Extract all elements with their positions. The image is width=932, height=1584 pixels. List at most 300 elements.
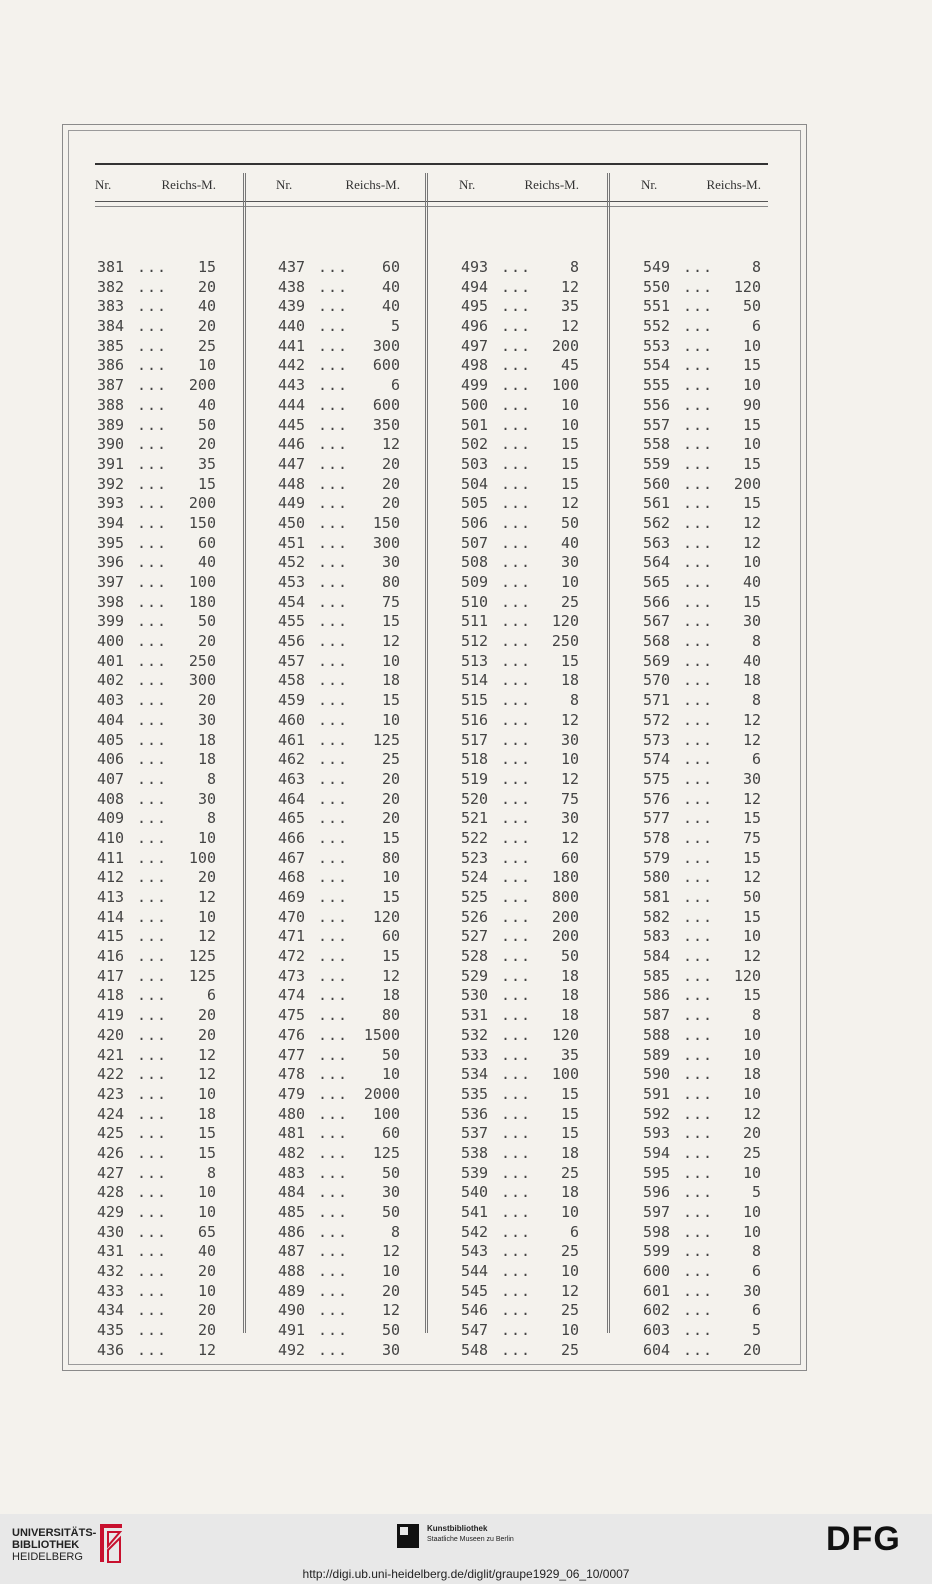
price-value: 15 [197,1143,216,1162]
table-row [459,1065,579,1085]
dot-leader: ... [137,927,168,946]
dot-leader: ... [137,533,168,552]
lot-number: 585 [643,966,671,985]
lot-number: 572 [643,710,671,729]
lot-number: 522 [461,828,489,847]
table-row [276,1321,400,1341]
price-value: 6 [206,986,216,1005]
table-row [459,1124,579,1144]
table-row [459,1183,579,1203]
lot-number: 449 [278,494,306,513]
dot-leader: ... [683,533,714,552]
price-column-4 [641,173,761,1361]
dot-leader: ... [501,730,532,749]
dot-leader: ... [501,986,532,1005]
price-value: 75 [742,828,761,847]
table-row [276,908,400,928]
dot-leader: ... [318,986,349,1005]
dot-leader: ... [137,809,168,828]
table-row [95,553,216,573]
price-value: 15 [742,415,761,434]
table-row [641,731,761,751]
lot-number: 523 [461,848,489,867]
table-row [641,612,761,632]
dot-leader: ... [318,632,349,651]
dot-leader: ... [683,769,714,788]
lot-number: 586 [643,986,671,1005]
lot-number: 465 [278,809,306,828]
table-row [95,1164,216,1184]
lot-number: 552 [643,317,671,336]
table-row [95,790,216,810]
table-row [459,514,579,534]
dot-leader: ... [137,868,168,887]
dot-leader: ... [501,1340,532,1359]
price-value: 40 [197,395,216,414]
dot-leader: ... [501,533,532,552]
dot-leader: ... [501,592,532,611]
lot-number: 424 [97,1104,125,1123]
price-value: 50 [381,1203,400,1221]
price-value: 35 [560,297,579,316]
lot-number: 457 [278,651,306,670]
table-row [641,790,761,810]
price-value: 40 [381,297,400,316]
price-value: 100 [551,376,579,395]
lot-number: 452 [278,553,306,572]
dot-leader: ... [318,317,349,336]
dot-leader: ... [318,868,349,887]
price-value: 20 [197,1321,216,1340]
price-value: 6 [390,376,400,395]
price-value: 30 [742,769,761,788]
table-row [276,494,400,514]
lot-number: 505 [461,494,489,513]
table-row [641,809,761,829]
dot-leader: ... [683,966,714,985]
page-url[interactable]: http://digi.ub.uni-heidelberg.de/diglit/graupe1929_06_10/0007 [302,1567,630,1581]
price-value: 600 [372,356,400,375]
lot-number: 553 [643,336,671,355]
price-value: 50 [197,415,216,434]
price-value: 40 [742,573,761,591]
lot-number: 387 [97,376,125,395]
price-value: 15 [197,474,216,493]
dot-leader: ... [501,1124,532,1143]
lot-number: 498 [461,356,489,375]
dot-leader: ... [683,848,714,867]
dot-leader: ... [501,435,532,454]
lot-number: 440 [278,317,306,336]
price-value: 20 [742,1124,761,1143]
lot-number: 396 [97,553,125,572]
table-row [459,593,579,613]
table-row [459,888,579,908]
table-row [95,1262,216,1282]
lot-number: 566 [643,592,671,611]
price-value: 8 [206,1163,216,1182]
price-value: 30 [381,1183,400,1202]
price-value: 25 [560,592,579,611]
lot-number: 433 [97,1281,125,1300]
dot-leader: ... [318,809,349,828]
lot-number: 482 [278,1143,306,1162]
table-row [459,809,579,829]
lot-number: 446 [278,435,306,454]
table-row [95,416,216,436]
dot-leader: ... [318,651,349,670]
column-divider [243,173,246,1333]
table-row [95,317,216,337]
price-value: 50 [381,1163,400,1182]
table-row [641,1144,761,1164]
dot-leader: ... [318,1006,349,1025]
lot-number: 550 [643,277,671,296]
lot-number: 412 [97,868,125,887]
lot-number: 401 [97,651,125,670]
dot-leader: ... [137,750,168,769]
price-value: 12 [197,1045,216,1064]
lot-number: 527 [461,927,489,946]
price-value: 10 [742,1163,761,1182]
table-row [95,396,216,416]
table-row [276,1164,400,1184]
table-row [95,337,216,357]
table-row [95,1203,216,1223]
dot-leader: ... [501,750,532,769]
nr-header: Nr. [276,177,293,192]
price-value: 15 [742,494,761,513]
dot-leader: ... [683,1183,714,1202]
table-row [276,888,400,908]
price-value: 25 [560,1163,579,1182]
price-value: 15 [742,592,761,611]
table-row [459,553,579,573]
table-row [276,750,400,770]
lot-number: 405 [97,730,125,749]
lot-number: 391 [97,454,125,473]
reichsmark-header: Reichs-M. [524,177,579,192]
price-value: 15 [742,907,761,926]
reichsmark-header: Reichs-M. [161,177,216,192]
lot-number: 478 [278,1065,306,1084]
price-value: 12 [197,888,216,906]
dot-leader: ... [683,612,714,631]
dot-leader: ... [683,1203,714,1221]
lot-number: 436 [97,1340,125,1359]
price-value: 10 [197,1281,216,1300]
table-row [95,258,216,278]
lot-number: 573 [643,730,671,749]
lot-number: 518 [461,750,489,769]
lot-number: 542 [461,1222,489,1241]
price-value: 12 [560,710,579,729]
price-value: 60 [197,533,216,552]
reichsmark-header: Reichs-M. [345,177,400,192]
lot-number: 400 [97,632,125,651]
price-value: 10 [742,553,761,572]
price-value: 15 [197,1124,216,1143]
price-value: 25 [560,1242,579,1261]
table-row [95,514,216,534]
dot-leader: ... [501,1222,532,1241]
table-row [95,455,216,475]
dot-leader: ... [318,376,349,395]
dot-leader: ... [137,612,168,631]
table-row [276,553,400,573]
price-value: 12 [197,1340,216,1359]
table-row [95,888,216,908]
dot-leader: ... [501,907,532,926]
table-row [276,809,400,829]
lot-number: 559 [643,454,671,473]
lot-number: 393 [97,494,125,513]
column-divider [425,173,428,1333]
dot-leader: ... [501,1203,532,1221]
dot-leader: ... [683,1143,714,1162]
lot-number: 535 [461,1084,489,1103]
dot-leader: ... [683,513,714,532]
price-value: 12 [742,868,761,887]
lot-number: 529 [461,966,489,985]
price-value: 12 [381,966,400,985]
dot-leader: ... [683,1045,714,1064]
lot-number: 390 [97,435,125,454]
table-row [459,376,579,396]
dot-leader: ... [137,1065,168,1084]
table-row [276,1124,400,1144]
dot-leader: ... [501,494,532,513]
dot-leader: ... [501,710,532,729]
lot-number: 597 [643,1203,671,1221]
table-row [459,947,579,967]
dot-leader: ... [137,297,168,316]
table-row [459,494,579,514]
price-value: 18 [560,1006,579,1025]
table-row [459,1242,579,1262]
table-row [641,1242,761,1262]
table-row [95,297,216,317]
dot-leader: ... [501,415,532,434]
table-row [459,986,579,1006]
reichsmark-header: Reichs-M. [706,177,761,192]
dot-leader: ... [318,828,349,847]
lot-number: 545 [461,1281,489,1300]
dot-leader: ... [318,947,349,966]
price-value: 100 [551,1065,579,1084]
table-row [641,416,761,436]
dot-leader: ... [683,415,714,434]
dot-leader: ... [318,592,349,611]
dot-leader: ... [137,651,168,670]
dot-leader: ... [683,1321,714,1340]
table-row [459,790,579,810]
dot-leader: ... [683,277,714,296]
price-value: 120 [733,966,761,985]
dot-leader: ... [137,730,168,749]
price-value: 20 [197,691,216,710]
column-header [276,173,400,203]
lot-number: 473 [278,966,306,985]
lot-number: 524 [461,868,489,887]
dot-leader: ... [683,691,714,710]
price-value: 200 [551,336,579,355]
lot-number: 474 [278,986,306,1005]
table-row [459,278,579,298]
lot-number: 421 [97,1045,125,1064]
dot-leader: ... [683,553,714,572]
dot-leader: ... [683,592,714,611]
lot-number: 466 [278,828,306,847]
lot-number: 604 [643,1340,671,1359]
lot-number: 557 [643,415,671,434]
dot-leader: ... [318,258,349,276]
dot-leader: ... [137,1006,168,1025]
dot-leader: ... [501,454,532,473]
price-value: 100 [188,848,216,867]
lot-number: 590 [643,1065,671,1084]
dot-leader: ... [501,632,532,651]
table-row [95,612,216,632]
ub-logo-line: UNIVERSITÄTS- [12,1527,97,1539]
dot-leader: ... [683,1262,714,1281]
price-value: 65 [197,1222,216,1241]
table-row [641,534,761,554]
lot-number: 584 [643,947,671,966]
dot-leader: ... [683,809,714,828]
table-row [95,356,216,376]
lot-number: 554 [643,356,671,375]
lot-number: 499 [461,376,489,395]
price-value: 10 [742,376,761,395]
lot-number: 487 [278,1242,306,1261]
dot-leader: ... [137,1301,168,1320]
lot-number: 483 [278,1163,306,1182]
table-row [276,1282,400,1302]
table-row [641,337,761,357]
lot-number: 599 [643,1242,671,1261]
dot-leader: ... [137,1084,168,1103]
price-value: 6 [569,1222,579,1241]
dot-leader: ... [501,317,532,336]
table-row [459,927,579,947]
lot-number: 501 [461,415,489,434]
dot-leader: ... [137,1242,168,1261]
lot-number: 583 [643,927,671,946]
price-value: 75 [381,592,400,611]
lot-number: 428 [97,1183,125,1202]
table-row [459,396,579,416]
lot-number: 410 [97,828,125,847]
lot-number: 568 [643,632,671,651]
dot-leader: ... [137,710,168,729]
price-value: 300 [372,336,400,355]
table-row [459,317,579,337]
dot-leader: ... [318,395,349,414]
dot-leader: ... [137,1321,168,1340]
price-value: 150 [188,513,216,532]
ub-heidelberg-logo[interactable] [12,1527,96,1563]
price-value: 1500 [363,1025,400,1044]
table-row [276,1085,400,1105]
price-value: 125 [372,730,400,749]
dot-leader: ... [683,730,714,749]
table-row [95,849,216,869]
table-row [95,711,216,731]
price-value: 15 [742,986,761,1005]
lot-number: 516 [461,710,489,729]
price-value: 15 [742,454,761,473]
table-row [276,986,400,1006]
table-row [276,790,400,810]
dot-leader: ... [501,297,532,316]
dot-leader: ... [501,395,532,414]
dot-leader: ... [137,1104,168,1123]
table-row [276,967,400,987]
lot-number: 430 [97,1222,125,1241]
dot-leader: ... [683,1124,714,1143]
price-value: 20 [381,474,400,493]
lot-number: 447 [278,454,306,473]
dot-leader: ... [501,1084,532,1103]
table-row [276,435,400,455]
dot-leader: ... [318,1143,349,1162]
table-row [276,416,400,436]
table-row [95,750,216,770]
lot-number: 564 [643,553,671,572]
lot-number: 485 [278,1203,306,1221]
price-value: 80 [381,848,400,867]
dot-leader: ... [501,1025,532,1044]
lot-number: 574 [643,750,671,769]
lot-number: 587 [643,1006,671,1025]
dot-leader: ... [137,474,168,493]
table-row [276,1065,400,1085]
table-row [95,1183,216,1203]
table-row [459,1085,579,1105]
price-value: 30 [197,789,216,808]
table-row [459,829,579,849]
kunstbibliothek-logo[interactable] [397,1524,817,1564]
table-row [276,671,400,691]
dot-leader: ... [501,789,532,808]
table-row [641,770,761,790]
price-value: 18 [197,1104,216,1123]
price-value: 10 [742,1025,761,1044]
lot-number: 549 [643,258,671,276]
lot-number: 500 [461,395,489,414]
price-value: 250 [551,632,579,651]
table-row [276,1301,400,1321]
dot-leader: ... [501,356,532,375]
lot-number: 582 [643,907,671,926]
price-value: 60 [560,848,579,867]
table-row [95,1006,216,1026]
dot-leader: ... [137,1281,168,1300]
lot-number: 495 [461,297,489,316]
lot-number: 558 [643,435,671,454]
dot-leader: ... [137,907,168,926]
dfg-logo[interactable]: DFG [826,1520,901,1558]
lot-number: 493 [461,258,489,276]
price-value: 25 [742,1143,761,1162]
price-value: 20 [381,494,400,513]
lot-number: 425 [97,1124,125,1143]
nr-header: Nr. [459,177,476,192]
dot-leader: ... [501,1104,532,1123]
lot-number: 519 [461,769,489,788]
price-value: 12 [381,632,400,651]
